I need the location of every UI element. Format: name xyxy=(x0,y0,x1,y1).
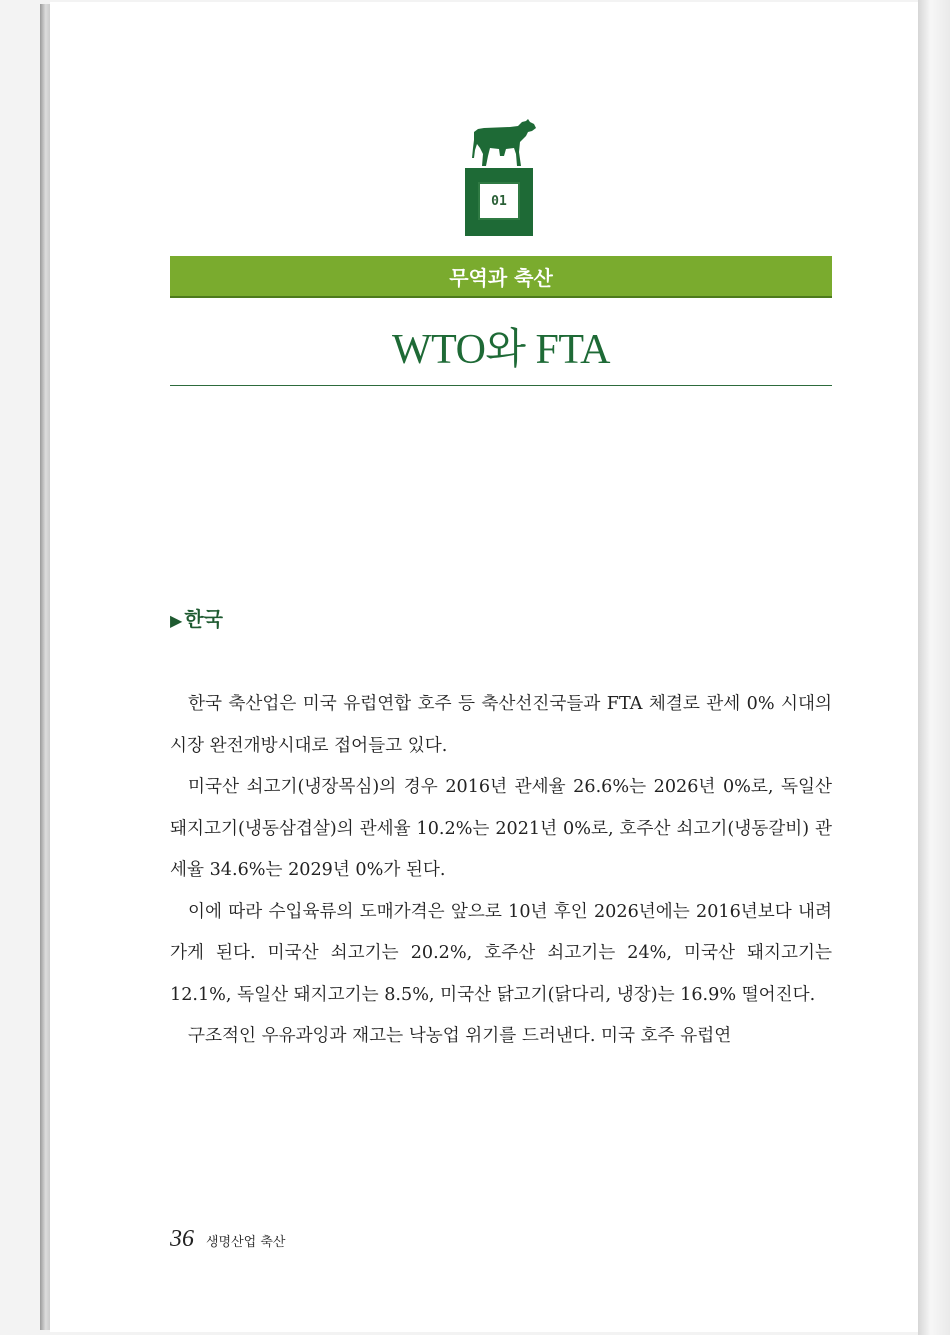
page-edge xyxy=(918,0,950,1335)
paragraph: 이에 따라 수입육류의 도매가격은 앞으로 10년 후인 2026년에는 2016년보다 내려가게 된다. 미국산 쇠고기는 20.2%, 호주산 쇠고기는 24%, 미국산 돼지고기는 12.1%, 독일산 돼지고기는 8.5%, 미국산 닭고기(닭다리, 냉장)는 16.9% 떨어진다. xyxy=(170,901,832,1005)
section-heading-text: 한국 xyxy=(184,607,223,631)
page-footer xyxy=(170,1226,285,1253)
page-number: 36 xyxy=(170,1226,194,1252)
body-text xyxy=(170,684,832,1058)
category-banner: 무역과 축산 xyxy=(170,256,832,298)
paragraph: 한국 축산업은 미국 유럽연합 호주 등 축산선진국들과 FTA 체결로 관세 0% 시대의 시장 완전개방시대로 접어들고 있다. xyxy=(170,694,832,756)
paragraph: 미국산 쇠고기(냉장목심)의 경우 2016년 관세율 26.6%는 2026년 0%로, 독일산 돼지고기(냉동삼겹살)의 관세율 10.2%는 2021년 0%로, 호주산 쇠고기(냉동갈비) 관세율 34.6%는 2029년 0%가 된다. xyxy=(170,777,832,880)
title-divider xyxy=(170,385,832,386)
section-heading xyxy=(170,603,223,632)
paragraph: 구조적인 우유과잉과 재고는 낙농업 위기를 드러낸다. 미국 호주 유럽연 xyxy=(188,1026,732,1046)
triangle-marker-icon: ▶ xyxy=(170,611,183,630)
cow-icon xyxy=(470,118,538,170)
chapter-number: 01 xyxy=(478,182,520,220)
chapter-title: WTO와 FTA xyxy=(392,327,610,373)
book-title: 생명산업 축산 xyxy=(206,1235,286,1250)
